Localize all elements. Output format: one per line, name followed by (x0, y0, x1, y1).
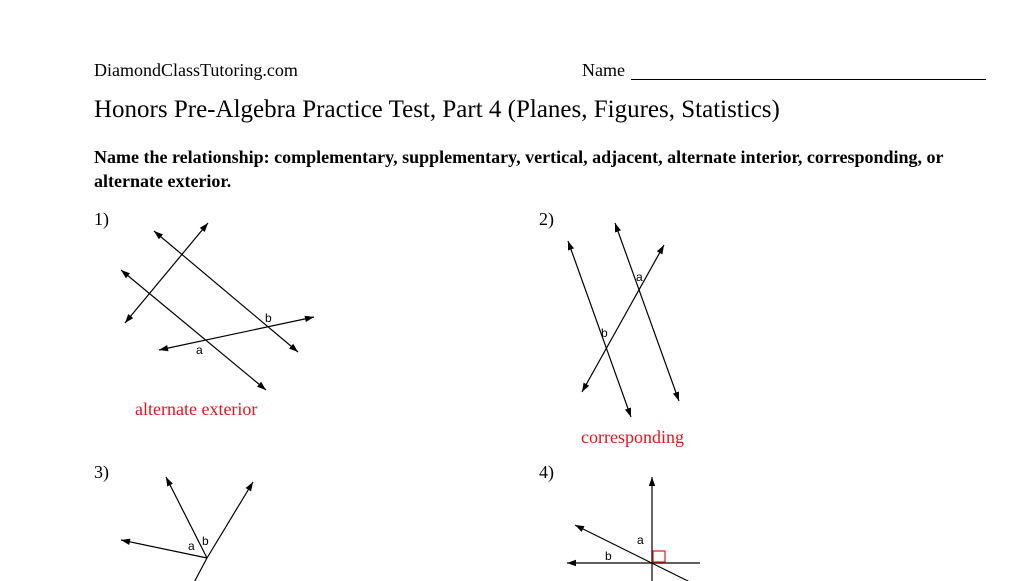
problem-2-parallel-line-left-arrowhead-end (625, 407, 631, 417)
problem-1-parallel-line-lower (121, 270, 266, 390)
problem-1-label-a: a (196, 343, 203, 357)
problem-3-figure (121, 477, 253, 581)
instructions: Name the relationship: complementary, supplementary, vertical, adjacent, alternate interior, corresponding, or alternate exterior. (94, 147, 944, 191)
problem-1-figure (121, 223, 314, 390)
problem-3-ray-up-arrowhead-end (166, 477, 173, 486)
problem-1-label-b: b (265, 311, 272, 325)
problem-4-label-b: b (605, 549, 612, 563)
problem-2-label-a: a (636, 270, 643, 284)
problem-3-label-a: a (188, 539, 195, 553)
problem-3-ray-down (190, 558, 207, 581)
problem-1-answer: alternate exterior (135, 399, 258, 419)
problem-1-number: 1) (94, 209, 109, 229)
problem-4-horizontal-line-arrowhead-end (567, 560, 576, 566)
problem-2-number: 2) (539, 209, 554, 229)
problem-2-label-b: b (601, 326, 608, 340)
problem-4-vertical-line-arrowhead-end (649, 477, 655, 486)
problem-3-ray-right (207, 482, 253, 558)
problem-2-parallel-line-right-arrowhead-start (615, 223, 621, 233)
problem-1-crossing-line-arrowhead-start (305, 316, 314, 322)
name-label: Name (582, 60, 625, 80)
problem-1-crossing-line-arrowhead-end (159, 345, 168, 351)
problem-4-label-a: a (637, 533, 644, 547)
problem-2-answer: corresponding (581, 427, 684, 447)
problem-3-ray-up (166, 477, 207, 558)
problem-1-crossing-line (159, 317, 314, 350)
problem-1-parallel-line-upper (154, 231, 298, 352)
site-name: DiamondClassTutoring.com (94, 60, 298, 80)
problem-4-slanted-line-arrowhead-end (575, 525, 584, 532)
problem-3-number: 3) (94, 462, 109, 482)
page-title: Honors Pre-Algebra Practice Test, Part 4 (Planes, Figures, Statistics) (94, 96, 780, 123)
problem-4-figure (567, 477, 700, 581)
problem-4-number: 4) (539, 462, 554, 482)
problem-2-transversal-line (582, 245, 664, 392)
problem-2-parallel-line-left-arrowhead-start (568, 241, 574, 251)
problem-2-parallel-line-right (615, 223, 679, 401)
right-angle-mark (653, 551, 665, 562)
problem-2-transversal-line-arrowhead-start (657, 245, 664, 254)
problem-2-figure (568, 223, 679, 417)
problem-3-label-b: b (202, 534, 209, 548)
problem-2-parallel-line-left (568, 241, 631, 417)
problem-3-ray-left-arrowhead-end (121, 539, 130, 545)
problem-2-parallel-line-right-arrowhead-end (673, 391, 679, 401)
problem-2-transversal-line-arrowhead-end (582, 383, 589, 392)
problem-3-ray-right-arrowhead-end (246, 482, 253, 491)
